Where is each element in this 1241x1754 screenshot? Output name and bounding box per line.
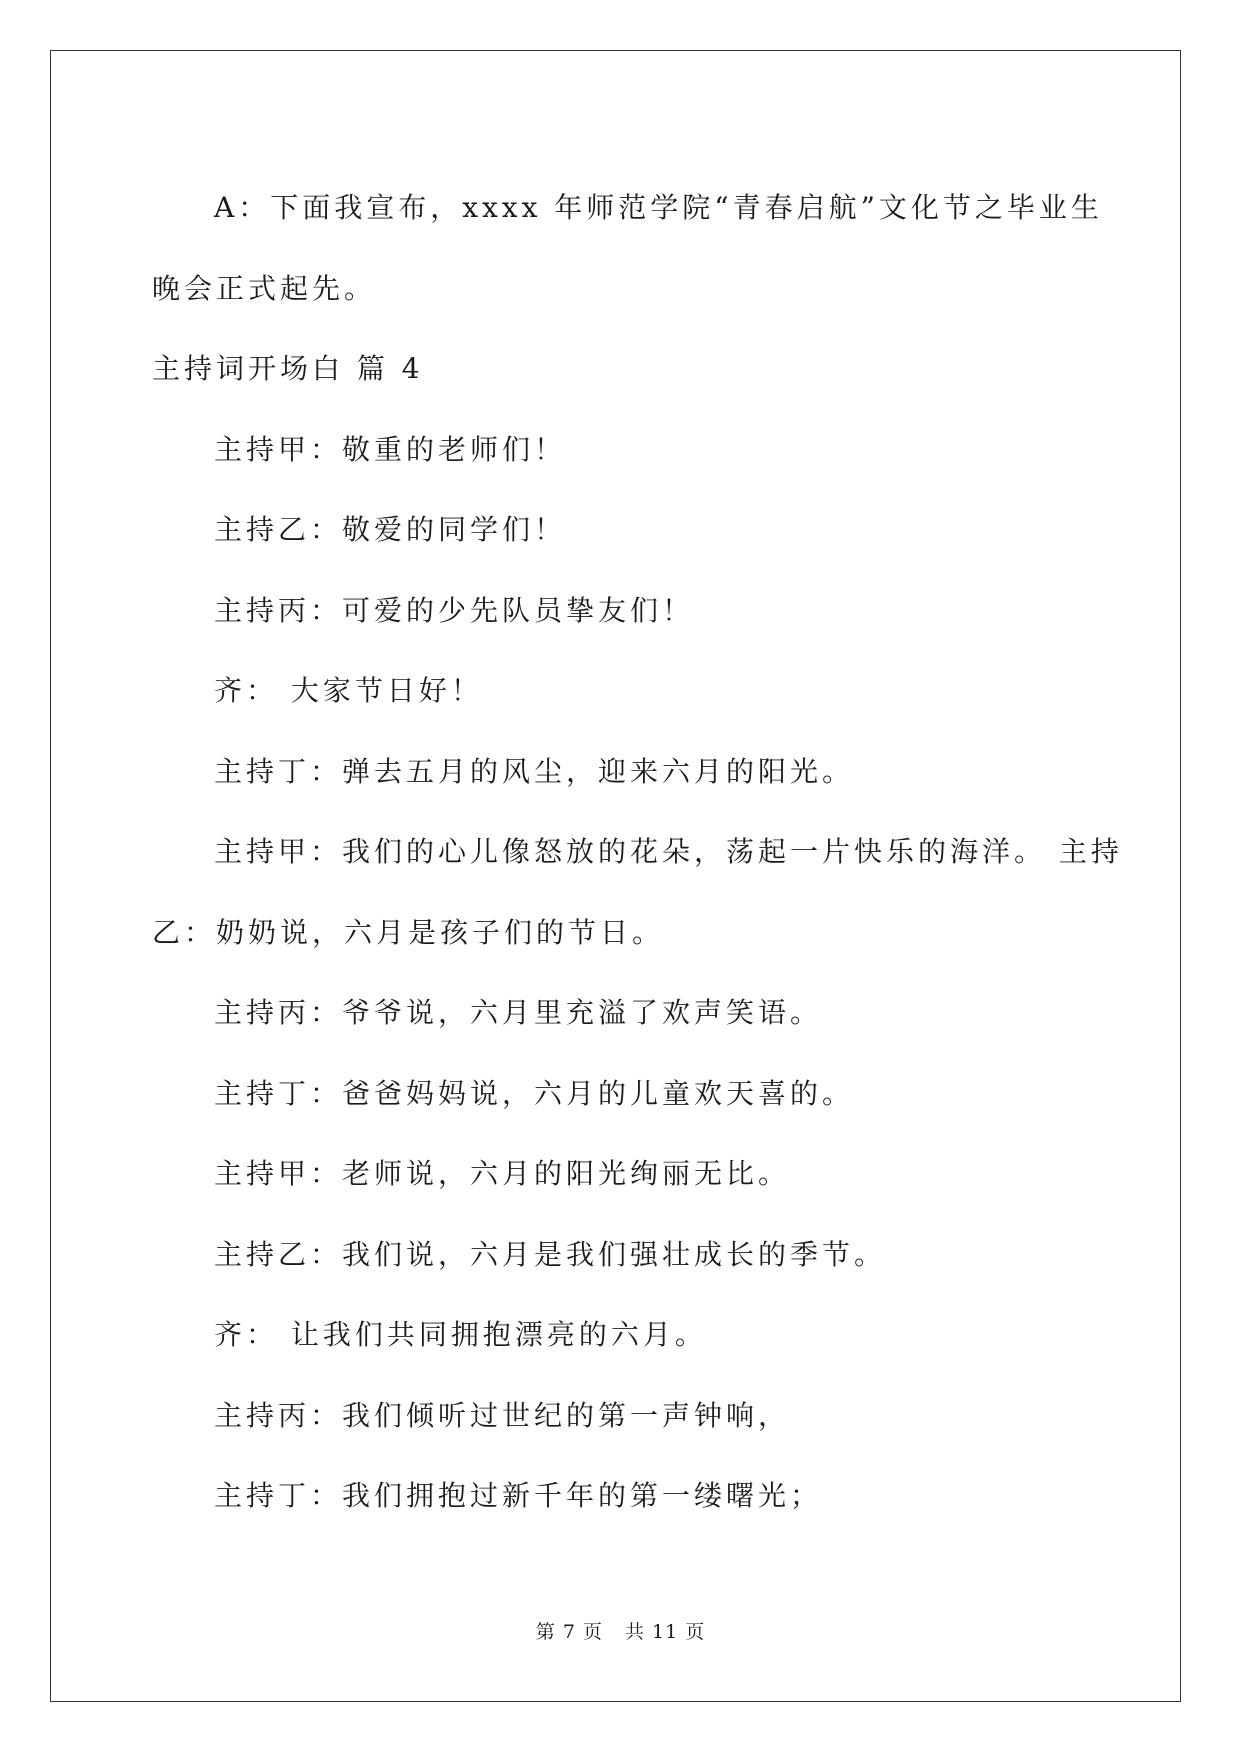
paragraph-line: 主持丙：可爱的少先队员挚友们！ — [214, 593, 695, 627]
paragraph-line: 主持丁：爸爸妈妈说，六月的儿童欢天喜的。 — [214, 1076, 855, 1110]
paragraph-line: 主持甲：敬重的老师们！ — [214, 432, 567, 466]
paragraph-line: 齐： 让我们共同拥抱漂亮的六月。 — [214, 1318, 707, 1351]
paragraph-line: 主持丁：弹去五月的风尘，迎来六月的阳光。 — [214, 754, 855, 788]
page-footer — [0, 1617, 1241, 1644]
paragraph-line: 齐： 大家节日好！ — [214, 674, 483, 707]
paragraph-line: A：下面我宣布，xxxx 年师范学院“青春启航”文化节之毕业生 — [214, 191, 1103, 224]
paragraph-line: 主持丁：我们拥抱过新千年的第一缕曙光； — [214, 1479, 823, 1512]
document-body — [152, 168, 1123, 1537]
paragraph-line: 主持甲：我们的心儿像怒放的花朵，荡起一片快乐的海洋。 主持 — [214, 835, 1123, 868]
paragraph-line: 晚会正式起先。 — [152, 271, 377, 305]
paragraph-line: 乙：奶奶说，六月是孩子们的节日。 — [152, 915, 665, 949]
page-number: 第 7 页 — [535, 1621, 603, 1643]
paragraph-line: 主持丙：我们倾听过世纪的第一声钟响， — [214, 1398, 791, 1432]
paragraph-line: 主持甲：老师说，六月的阳光绚丽无比。 — [214, 1157, 791, 1190]
paragraph-line: 主持乙：敬爱的同学们！ — [214, 513, 567, 546]
page-total: 共 11 页 — [624, 1621, 706, 1643]
paragraph-line: 主持乙：我们说，六月是我们强壮成长的季节。 — [214, 1237, 887, 1271]
paragraph-line: 主持丙：爷爷说，六月里充溢了欢声笑语。 — [214, 996, 823, 1029]
section-heading: 主持词开场白 篇 4 — [152, 352, 424, 385]
